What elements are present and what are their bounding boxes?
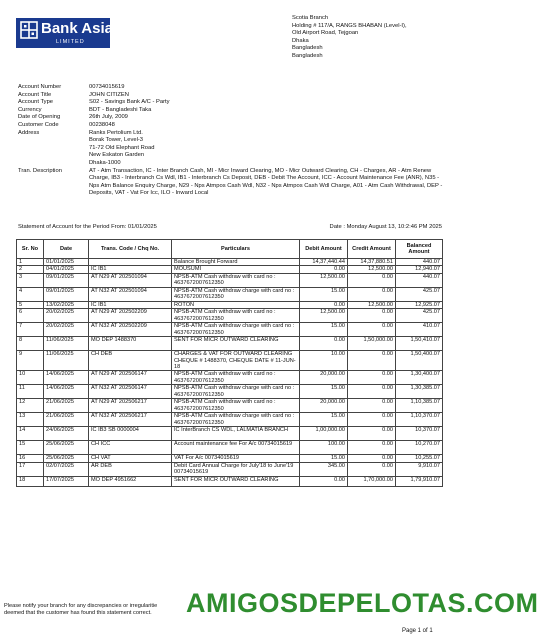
table-row xyxy=(17,399,443,413)
cell-balance: 1,50,410.07 xyxy=(396,337,443,351)
cell-balance: 425.07 xyxy=(396,309,443,323)
cell-trans-code: CH VAT xyxy=(89,455,172,462)
cell-credit: 0.00 xyxy=(348,323,396,337)
cell-debit: 345.00 xyxy=(300,462,348,476)
cell-date: 02/07/2025 xyxy=(44,462,89,476)
table-row xyxy=(17,427,443,441)
cell-debit: 0.00 xyxy=(300,337,348,351)
table-row xyxy=(17,266,443,273)
table-row xyxy=(17,337,443,351)
branch-address xyxy=(292,15,452,61)
cell-particulars: NPSB-ATM Cash withdraw charge with card no : 4637672007612350 xyxy=(172,287,300,301)
table-row xyxy=(17,371,443,385)
cell-debit: 20,000.00 xyxy=(300,399,348,413)
branch-line: Bangladesh xyxy=(292,45,323,52)
cell-trans-code: AR DEB xyxy=(89,462,172,476)
cell-date: 25/06/2025 xyxy=(44,441,89,455)
cell-date: 11/06/2025 xyxy=(44,351,89,371)
account-info xyxy=(18,84,443,198)
table-row xyxy=(17,385,443,399)
cell-particulars: NPSB-ATM Cash withdraw charge with card no : 4637672007612350 xyxy=(172,323,300,337)
cell-debit: 0.00 xyxy=(300,301,348,308)
cell-particulars: Debit Card Annual Charge for July'18 to June'19 00734015619 xyxy=(172,462,300,476)
cell-sr-no: 15 xyxy=(17,441,44,455)
opening-date-value: 26th July, 2009 xyxy=(89,114,128,121)
page-number: Page 1 of 1 xyxy=(402,628,433,634)
cell-sr-no: 10 xyxy=(17,371,44,385)
address-line: Borak Tower, Level-3 xyxy=(89,137,144,144)
cell-trans-code xyxy=(89,259,172,266)
table-row xyxy=(17,455,443,462)
cell-credit: 0.00 xyxy=(348,287,396,301)
cell-balance: 1,79,910.07 xyxy=(396,476,443,486)
address-line: New Eskaton Garden xyxy=(89,152,145,159)
cell-date: 25/06/2025 xyxy=(44,455,89,462)
col-debit: Debit Amount xyxy=(300,240,348,259)
table-row xyxy=(17,462,443,476)
cell-particulars: Account maintenance fee For A/c 00734015619 xyxy=(172,441,300,455)
account-number-value: 00734015619 xyxy=(89,84,125,90)
cell-credit: 0.00 xyxy=(348,351,396,371)
cell-credit: 0.00 xyxy=(348,399,396,413)
cell-debit: 100.00 xyxy=(300,441,348,455)
cell-credit: 0.00 xyxy=(348,273,396,287)
branch-line: Old Airport Road, Tejgoan xyxy=(292,30,359,37)
address-label: Address xyxy=(18,129,40,136)
table-header-row xyxy=(17,240,443,259)
footer-note-line: deemed that the customer has found this statement correct. xyxy=(4,610,152,616)
cell-debit: 15.00 xyxy=(300,287,348,301)
cell-balance: 1,10,385.07 xyxy=(396,399,443,413)
cell-date: 09/01/2025 xyxy=(44,287,89,301)
cell-balance: 1,30,400.07 xyxy=(396,371,443,385)
cell-debit: 15.00 xyxy=(300,323,348,337)
table-row xyxy=(17,309,443,323)
account-type-value: S02 - Savings Bank A/C - Party xyxy=(89,99,170,106)
cell-trans-code: AT N32 AT 202501094 xyxy=(89,287,172,301)
cell-sr-no: 8 xyxy=(17,337,44,351)
cell-sr-no: 16 xyxy=(17,455,44,462)
branch-line: Holding # 117/A, RANGS BHABAN (Level-I), xyxy=(292,22,407,29)
table-row xyxy=(17,323,443,337)
cell-particulars: VAT For A/c 00734015619 xyxy=(172,455,300,462)
cell-particulars: NPSB-ATM Cash withdraw with card no : 4637672007612350 xyxy=(172,371,300,385)
account-number-row xyxy=(18,84,443,92)
cell-date: 04/01/2025 xyxy=(44,266,89,273)
cell-credit: 0.00 xyxy=(348,455,396,462)
cell-balance: 12,940.07 xyxy=(396,266,443,273)
watermark: AMIGOSDEPELOTAS.COM xyxy=(186,588,539,618)
cell-balance: 440.07 xyxy=(396,273,443,287)
account-number-label: Account Number xyxy=(18,84,62,90)
cell-particulars: ROTON xyxy=(172,301,300,308)
cell-trans-code: AT N29 AT 202501094 xyxy=(89,273,172,287)
cell-trans-code: IC IB1 xyxy=(89,301,172,308)
currency-value: BDT - Bangladeshi Taka xyxy=(89,106,152,113)
opening-date-label: Date of Opening xyxy=(18,114,61,121)
col-sr-no: Sr. No xyxy=(17,240,44,259)
cell-sr-no: 13 xyxy=(17,413,44,427)
cell-particulars: NPSB-ATM Cash withdraw with card no : 4637672007612350 xyxy=(172,399,300,413)
bank-logo xyxy=(16,18,113,48)
cell-trans-code: AT N29 AT 202506147 xyxy=(89,371,172,385)
cell-sr-no: 1 xyxy=(17,259,44,266)
cell-debit: 15.00 xyxy=(300,413,348,427)
cell-trans-code: IC IB1 xyxy=(89,266,172,273)
cell-credit: 0.00 xyxy=(348,427,396,441)
table-row xyxy=(17,301,443,308)
cell-sr-no: 11 xyxy=(17,385,44,399)
table-row xyxy=(17,273,443,287)
cell-particulars: SENT FOR MICR OUTWARD CLEARING xyxy=(172,476,300,486)
cell-debit: 12,500.00 xyxy=(300,309,348,323)
cell-credit: 0.00 xyxy=(348,413,396,427)
cell-debit: 1,00,000.00 xyxy=(300,427,348,441)
cell-debit: 15.00 xyxy=(300,455,348,462)
table-row xyxy=(17,287,443,301)
statement-date: Date : Monday August 13, 10:2:46 PM 2025 xyxy=(329,224,442,230)
bank-name: Bank Asia xyxy=(41,20,113,37)
table-body xyxy=(17,259,443,487)
currency-row xyxy=(18,107,443,115)
cell-trans-code: AT N32 AT 202506217 xyxy=(89,413,172,427)
cell-balance: 9,910.07 xyxy=(396,462,443,476)
tran-description-value: AT - Atm Transaction, IC - Inter Branch Cash, MI - Micr Inward Clearing, MO - Micr Outward Clearing, CH - Charges, AR - Atm Renew Charge, IB3 - Interbranch Cs Wdl, IB1 - Interbranch Cs Deposit, DEB - Debit The Account, ICC - Account Maintenance Fee (ANR), N35 - Nps Atm Balance Enquiry Charge, N29 - Nps Atmpos Cash Wdl, N32 - Nps Atmpos Cash Wdl Charge, A01 - Atm Cash Withdrawal, DEP - Deposits, VAT - Vat For Icc, ILO - Inward Local xyxy=(89,167,443,197)
cell-date: 09/01/2025 xyxy=(44,273,89,287)
cell-date: 21/06/2025 xyxy=(44,399,89,413)
cell-sr-no: 2 xyxy=(17,266,44,273)
col-date: Date xyxy=(44,240,89,259)
customer-code-row xyxy=(18,122,443,130)
statement-period: Statement of Account for the Period From: 01/01/2025 xyxy=(18,224,157,230)
cell-balance: 1,30,385.07 xyxy=(396,385,443,399)
cell-date: 14/06/2025 xyxy=(44,371,89,385)
cell-date: 13/02/2025 xyxy=(44,301,89,308)
cell-credit: 1,70,000.00 xyxy=(348,476,396,486)
address-line: Ranks Pertolium Ltd. xyxy=(89,129,143,136)
tran-description-row xyxy=(18,168,443,198)
col-trans-code: Trans. Code / Chq No. xyxy=(89,240,172,259)
cell-sr-no: 3 xyxy=(17,273,44,287)
branch-line: Bangladesh xyxy=(292,52,323,59)
cell-particulars: NPSB-ATM Cash withdraw charge with card no : 4637672007612350 xyxy=(172,385,300,399)
col-particulars: Particulars xyxy=(172,240,300,259)
bank-logo-icon xyxy=(20,21,38,39)
cell-credit: 0.00 xyxy=(348,462,396,476)
cell-particulars: NPSB-ATM Cash withdraw charge with card no : 4637672007612350 xyxy=(172,413,300,427)
table-row xyxy=(17,351,443,371)
cell-particulars: SENT FOR MICR OUTWARD CLEARING xyxy=(172,337,300,351)
cell-debit: 15.00 xyxy=(300,385,348,399)
branch-line: Dhaka xyxy=(292,37,309,44)
account-type-label: Account Type xyxy=(18,99,54,106)
cell-debit: 0.00 xyxy=(300,266,348,273)
cell-sr-no: 12 xyxy=(17,399,44,413)
cell-debit: 20,000.00 xyxy=(300,371,348,385)
footer-note-line: Please notify your branch for any discrepancies or irregularitie xyxy=(4,603,158,609)
cell-balance: 410.07 xyxy=(396,323,443,337)
cell-trans-code: IC IB3 SB 0000004 xyxy=(89,427,172,441)
cell-balance: 12,925.07 xyxy=(396,301,443,308)
cell-debit: 14,37,440.44 xyxy=(300,259,348,266)
cell-balance: 425.07 xyxy=(396,287,443,301)
customer-code-label: Customer Code xyxy=(18,121,59,128)
cell-credit: 0.00 xyxy=(348,441,396,455)
cell-balance: 1,50,400.07 xyxy=(396,351,443,371)
cell-debit: 12,500.00 xyxy=(300,273,348,287)
address-line: Dhaka-1000 xyxy=(89,159,121,166)
cell-credit: 12,500.00 xyxy=(348,301,396,308)
cell-particulars: CHARGES & VAT FOR OUTWARD CLEARING CHEQUE # 1488370, CHEQUE DATE # 11-JUN-18 xyxy=(172,351,300,371)
table-row xyxy=(17,259,443,266)
table-row xyxy=(17,413,443,427)
cell-particulars: NPSB-ATM Cash withdraw with card no : 4637672007612350 xyxy=(172,273,300,287)
cell-credit: 1,50,000.00 xyxy=(348,337,396,351)
col-balance: Balanced Amount xyxy=(396,240,443,259)
cell-particulars: MOUSUMI xyxy=(172,266,300,273)
cell-balance: 10,270.07 xyxy=(396,441,443,455)
bank-tagline: LIMITED xyxy=(56,39,85,45)
cell-trans-code: AT N29 AT 202502209 xyxy=(89,309,172,323)
cell-sr-no: 5 xyxy=(17,301,44,308)
cell-date: 14/06/2025 xyxy=(44,385,89,399)
cell-sr-no: 18 xyxy=(17,476,44,486)
transactions-table xyxy=(16,239,443,487)
cell-sr-no: 7 xyxy=(17,323,44,337)
cell-trans-code: MO DEP 1488370 xyxy=(89,337,172,351)
table-row xyxy=(17,441,443,455)
cell-balance: 10,370.07 xyxy=(396,427,443,441)
cell-sr-no: 4 xyxy=(17,287,44,301)
currency-label: Currency xyxy=(18,106,42,113)
address-row xyxy=(18,130,443,168)
account-title-row xyxy=(18,92,443,100)
cell-sr-no: 6 xyxy=(17,309,44,323)
cell-trans-code: MO DEP 4951662 xyxy=(89,476,172,486)
cell-particulars: IC InterBranch CS WDL, LALMATIA BRANCH xyxy=(172,427,300,441)
cell-trans-code: CH DEB xyxy=(89,351,172,371)
address-line: 71-72 Old Elephant Road xyxy=(89,144,155,151)
cell-trans-code: AT N32 AT 202506147 xyxy=(89,385,172,399)
cell-date: 17/07/2025 xyxy=(44,476,89,486)
cell-sr-no: 14 xyxy=(17,427,44,441)
cell-sr-no: 17 xyxy=(17,462,44,476)
account-title-label: Account Title xyxy=(18,91,52,98)
cell-date: 20/02/2025 xyxy=(44,323,89,337)
customer-code-value: 00238048 xyxy=(89,121,115,128)
statement-header xyxy=(18,224,442,230)
cell-date: 20/02/2025 xyxy=(44,309,89,323)
cell-trans-code: AT N29 AT 202506217 xyxy=(89,399,172,413)
opening-date-row xyxy=(18,114,443,122)
cell-credit: 0.00 xyxy=(348,309,396,323)
cell-debit: 0.00 xyxy=(300,476,348,486)
tran-description-label: Tran. Description xyxy=(18,167,62,174)
cell-balance: 10,255.07 xyxy=(396,455,443,462)
cell-credit: 12,500.00 xyxy=(348,266,396,273)
cell-sr-no: 9 xyxy=(17,351,44,371)
col-credit: Credit Amount xyxy=(348,240,396,259)
cell-particulars: NPSB-ATM Cash withdraw with card no : 4637672007612350 xyxy=(172,309,300,323)
cell-date: 01/01/2025 xyxy=(44,259,89,266)
cell-balance: 440.07 xyxy=(396,259,443,266)
cell-date: 21/06/2025 xyxy=(44,413,89,427)
cell-date: 24/06/2025 xyxy=(44,427,89,441)
cell-credit: 0.00 xyxy=(348,385,396,399)
cell-date: 11/06/2025 xyxy=(44,337,89,351)
cell-credit: 0.00 xyxy=(348,371,396,385)
cell-particulars: Balance Brought Forward xyxy=(172,259,300,266)
cell-debit: 10.00 xyxy=(300,351,348,371)
address-value xyxy=(89,130,443,168)
account-title-value: JOHN CITIZEN xyxy=(89,91,129,98)
cell-balance: 1,10,370.07 xyxy=(396,413,443,427)
branch-line: Scotia Branch xyxy=(292,15,329,21)
cell-trans-code: CH ICC xyxy=(89,441,172,455)
cell-trans-code: AT N32 AT 202502209 xyxy=(89,323,172,337)
account-type-row xyxy=(18,99,443,107)
cell-credit: 14,37,880.51 xyxy=(348,259,396,266)
table-row xyxy=(17,476,443,486)
